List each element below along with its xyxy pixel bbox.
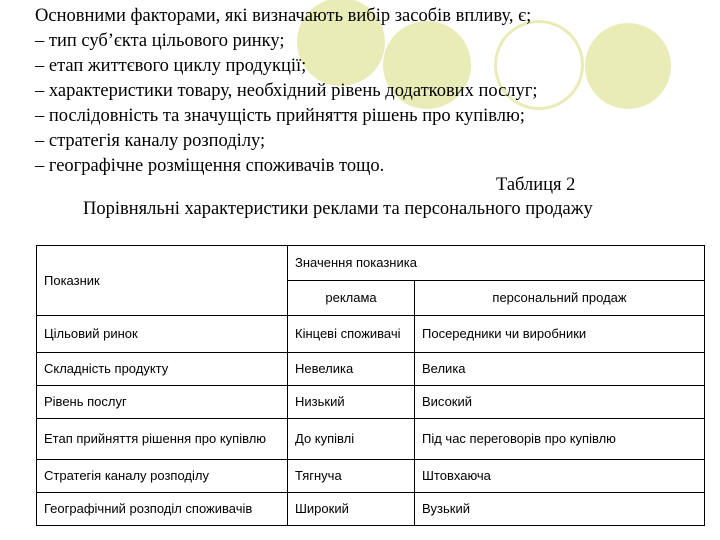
- table-row: [37, 386, 705, 419]
- cell-indicator: Стратегія каналу розподілу: [37, 460, 288, 493]
- cell-indicator: Рівень послуг: [37, 386, 288, 419]
- cell-ad: До купівлі: [288, 419, 415, 460]
- cell-ad: Кінцеві споживачі: [288, 316, 415, 353]
- table-row: [37, 316, 705, 353]
- cell-indicator: Цільовий ринок: [37, 316, 288, 353]
- header-col-personal: персональний продаж: [415, 281, 705, 316]
- table-row: [37, 419, 705, 460]
- table-row: [37, 460, 705, 493]
- factor-item: – географічне розміщення споживачів тощо.: [35, 156, 385, 176]
- comparison-table: [36, 245, 705, 526]
- cell-indicator: Географічний розподіл споживачів: [37, 493, 288, 526]
- table-title: Порівняльні характеристики реклами та персонального продажу: [83, 199, 593, 219]
- factors-intro: Основними факторами, які визначають вибір засобів впливу, є;: [35, 6, 532, 26]
- table-row: [37, 353, 705, 386]
- factor-item: – стратегія каналу розподілу;: [35, 131, 266, 151]
- cell-indicator: Складність продукту: [37, 353, 288, 386]
- cell-personal: Вузький: [415, 493, 705, 526]
- header-col-ad: реклама: [288, 281, 415, 316]
- table-number: Таблиця 2: [496, 175, 576, 195]
- table-row: [37, 493, 705, 526]
- header-indicator: Показник: [37, 246, 288, 316]
- header-value-group: Значення показника: [288, 246, 705, 281]
- cell-personal: Штовхаюча: [415, 460, 705, 493]
- cell-personal: Високий: [415, 386, 705, 419]
- factor-item: – послідовність та значущість прийняття рішень про купівлю;: [35, 106, 525, 126]
- factor-item: – тип суб’єкта цільового ринку;: [35, 31, 285, 51]
- cell-ad: Тягнуча: [288, 460, 415, 493]
- decor-circle-4: [585, 23, 671, 109]
- cell-personal: Під час переговорів про купівлю: [415, 419, 705, 460]
- factor-item: – характеристики товару, необхідний рівень додаткових послуг;: [35, 81, 538, 101]
- cell-ad: Широкий: [288, 493, 415, 526]
- cell-personal: Посередники чи виробники: [415, 316, 705, 353]
- cell-indicator: Етап прийняття рішення про купівлю: [37, 419, 288, 460]
- factor-item: – етап життєвого циклу продукції;: [35, 56, 307, 76]
- factors-text: [35, 4, 538, 179]
- cell-ad: Низький: [288, 386, 415, 419]
- cell-ad: Невелика: [288, 353, 415, 386]
- cell-personal: Велика: [415, 353, 705, 386]
